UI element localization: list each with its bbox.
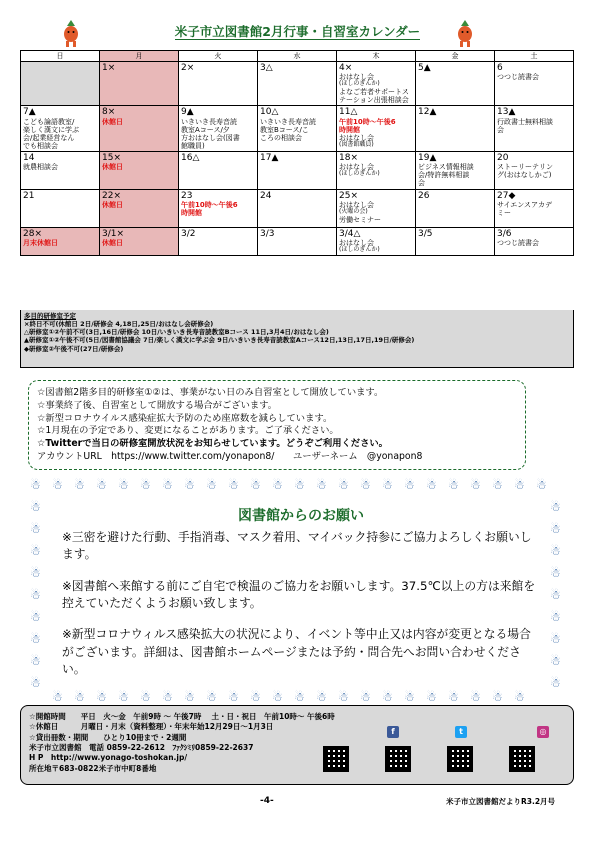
calendar-day-cell [179,106,258,152]
calendar-day-cell [495,189,574,227]
info-line: ☆1月現在の予定であり、変更になることがあります。ご了承ください。 [37,425,339,437]
note-line: ◆研修室②午後不可(27日/研修会) [24,344,124,353]
contact-phone: 米子市立図書館 電話 0859-22-2612 ﾌｧｸｼﾐﾘ0859-22-2637 [29,743,254,753]
snowman-icon: ☃ [426,478,437,492]
note-line: △研修室①②午前不可(3日,16日/研修会 10日/いきいき長寿音読教室Bコース 11日,3月4日/おはなし会) [24,328,329,337]
request-section [62,505,540,695]
snowman-icon: ☃ [118,478,129,492]
snowman-icon: ☃ [96,690,107,704]
calendar-day-cell [100,106,179,152]
event-text: ストーリーテリン [497,163,553,172]
calendar-day-cell [100,62,179,106]
page-title: 米子市立図書館2月行事・自習室カレンダー [174,24,421,39]
day-number: 13▲ [497,107,516,118]
calendar-day-cell [416,189,495,227]
snowman-icon: ☃ [550,522,561,536]
calendar-day-cell [495,106,574,152]
calendar-day-cell [179,151,258,189]
day-number: 28× [23,228,42,239]
calendar-day-cell [416,151,495,189]
snowman-icon: ☃ [228,690,239,704]
day-header: 火 [179,51,258,62]
request-paragraph: ※新型コロナウィルス感染拡大の状況により、イベント等中止又は内容が変更となる場合がございます。詳細は、図書館ホームページまたは予約・問合先へお問い合わせください。 [62,627,531,676]
snowman-icon: ☃ [96,478,107,492]
calendar-day-cell [21,227,100,255]
day-number: 22× [102,190,121,201]
note-line: ▲研修室①②午後不可(5日/図書館協議会 7日/楽しく漢文に学ぶ会 9日/いきいき長寿音読教室Aコース12日,13日,17日,19日/研修会) [24,336,415,345]
request-paragraph: ※三密を避けた行動、手指消毒、マスク着用、マイバック持参にご協力よろしくお願いします。 [62,530,532,562]
event-text: 会/特許無料相談 [418,171,470,180]
day-number: 14 [23,152,35,163]
day-header: 金 [416,51,495,62]
day-number: 20 [497,152,509,163]
calendar-day-cell [495,151,574,189]
qr-code-icon[interactable] [447,746,473,772]
snowman-icon: ☃ [470,690,481,704]
event-text: おはなし会 [339,133,374,142]
event-text: 楽しく漢文に学ぶ [23,125,79,134]
snowman-icon: ☃ [250,478,261,492]
opening-hours: ☆開館時間 平日 火～金 午前9時 ～ 午後7時 土・日・祝日 午前10時～ 午後6時 [29,712,335,721]
snowman-icon: ☃ [550,676,561,690]
snowman-icon: ☃ [250,690,261,704]
snowman-icon: ☃ [514,478,525,492]
snowman-icon: ☃ [492,478,503,492]
twitter-account-line[interactable]: アカウントURL https://www.twitter.com/yonapon8/ ユーザーネーム @yonapon8 [37,451,423,463]
qr-code-icon[interactable] [323,746,349,772]
snowman-icon: ☃ [74,478,85,492]
snowman-icon: ☃ [74,690,85,704]
calendar-day-cell [179,189,258,227]
day-number: 18× [339,152,358,163]
event-text: ころの相談会 [260,133,302,142]
calendar-week-row [21,227,574,255]
calendar-day-cell [495,227,574,255]
request-title: 図書館からのお願い [238,508,364,524]
calendar-day-cell [495,62,574,106]
info-line: ☆事業終了後、自習室として開放する場合がございます。 [37,399,278,411]
event-text: 休館日 [102,239,123,248]
calendar-day-cell [337,151,416,189]
calendar-day-cell [258,106,337,152]
event-text: 会 [418,179,425,188]
room-schedule-notes [20,310,574,368]
calendar-day-cell [21,106,100,152]
day-number: 3/3 [260,228,275,239]
snowman-icon: ☃ [316,478,327,492]
event-text: 会 [497,125,504,134]
event-text: (ほしのぎんか) [339,170,380,178]
event-text: 時開館 [339,125,360,134]
day-number: 6 [497,63,503,73]
calendar-day-cell [258,151,337,189]
calendar-day-cell [258,189,337,227]
snowman-icon: ☃ [550,610,561,624]
calendar-day-cell [337,189,416,227]
day-number: 17▲ [260,152,279,163]
day-number: 7▲ [23,107,36,118]
day-number: 19▲ [418,152,437,163]
event-text: よなご若者サポートス [339,88,409,97]
snowman-icon: ☃ [426,690,437,704]
snowman-icon: ☃ [550,500,561,514]
calendar-week-row [21,106,574,152]
snowman-icon: ☃ [316,690,327,704]
snowman-icon: ☃ [30,544,41,558]
calendar-day-cell [21,189,100,227]
day-number: 3/6 [497,228,512,239]
snowman-icon: ☃ [184,478,195,492]
day-number: 15× [102,152,121,163]
event-text: ビジネス情報相談 [418,163,474,172]
event-text: 午前10時～午後6 [181,201,238,210]
snowman-icon: ☃ [382,690,393,704]
day-header: 木 [337,51,416,62]
snowman-icon: ☃ [30,478,41,492]
snowman-icon: ☃ [404,478,415,492]
snowman-icon: ☃ [162,690,173,704]
day-number: 3/2 [181,228,196,239]
info-line: ☆図書館2階多目的研修室①②は、事業がない日のみ自習室として開放しています。 [37,387,384,398]
snowman-icon: ☃ [448,478,459,492]
event-text: 休館日 [102,163,123,172]
twitter-icon[interactable]: t [455,726,467,738]
day-header: 日 [21,51,100,62]
event-text: 行政書士無料相談 [497,117,553,126]
snowman-icon: ☃ [550,566,561,580]
calendar-week-row [21,189,574,227]
event-text: グ(おはなしかご) [497,171,552,180]
event-text: サイエンスアカデ [497,201,552,210]
snowman-icon: ☃ [360,478,371,492]
event-text: (ほしのぎんか) [339,246,380,254]
day-number: 11△ [339,107,358,118]
snowman-icon: ☃ [30,522,41,536]
info-line: ☆Twitterで当日の研修室開放状況をお知らせしています。どうぞご利用ください。 [37,438,388,450]
calendar-day-cell [416,227,495,255]
event-text: 月末休館日 [23,239,58,248]
snowman-icon: ☃ [550,654,561,668]
snowman-icon: ☃ [52,690,63,704]
day-number: 3/1× [102,228,125,239]
event-text: おはなし会 [339,73,374,82]
address: 所在地〒683-0822米子市中町8番地 [29,763,157,773]
event-text: ミー [497,209,511,218]
study-room-info [28,380,526,470]
event-text: おはなし会 [339,163,374,172]
page-number: -4- [260,796,274,806]
homepage-link[interactable]: H P http://www.yonago-toshokan.jp/ [29,753,188,763]
info-line: ☆新型コロナウイルス感染症拡大予防のため座席数を減らしています。 [37,412,333,424]
event-text: (図書館職員) [339,140,374,148]
snowman-icon: ☃ [30,500,41,514]
day-number: 4× [339,63,353,73]
snowman-icon: ☃ [492,690,503,704]
snowman-icon: ☃ [30,588,41,602]
publication-name: 米子市立図書館だよりR3.2月号 [446,797,556,806]
event-text: 労働セミナー [339,216,381,225]
snowman-icon: ☃ [550,588,561,602]
qr-code-icon[interactable] [509,746,535,772]
calendar-day-cell [337,227,416,255]
day-number: 3/4△ [339,228,361,239]
loan-limits: ☆貸出冊数・期間 ひとり10冊まで・2週間 [29,732,187,742]
day-number: 21 [23,190,35,201]
calendar-day-cell [416,62,495,106]
day-header: 月 [100,51,179,62]
calendar-day-cell [179,227,258,255]
closed-days: ☆休館日 月曜日・月末（資料整理）・年末年始12月29日～1月3日 [29,722,274,732]
event-text: 休館日 [102,201,123,210]
snowman-icon: ☃ [52,478,63,492]
day-number: 26 [418,190,430,201]
snowman-icon: ☃ [294,478,305,492]
snowman-icon: ☃ [140,690,151,704]
calendar-day-cell [100,189,179,227]
day-number: 25× [339,190,358,201]
snowman-icon: ☃ [470,478,481,492]
day-number: 2× [181,63,195,73]
snowman-icon: ☃ [118,690,129,704]
calendar-day-cell [100,227,179,255]
snowman-icon: ☃ [30,632,41,646]
day-number: 16△ [181,152,200,163]
facebook-icon[interactable]: f [387,726,399,738]
snowman-icon: ☃ [140,478,151,492]
calendar-day-cell [258,227,337,255]
qr-codes [323,724,563,772]
event-text: 教室Bコース/こ [260,125,309,134]
event-text: 館職員) [181,141,205,150]
event-text: 時開館 [181,209,202,218]
snowman-icon: ☃ [338,478,349,492]
day-number: 3△ [260,63,273,73]
calendar-day-cell [179,62,258,106]
snowman-icon: ☃ [206,478,217,492]
snowman-icon: ☃ [272,690,283,704]
snowman-icon: ☃ [382,478,393,492]
snowman-icon: ☃ [206,690,217,704]
day-number: 5▲ [418,63,431,73]
event-text: いきいき長寿音読 [260,117,316,126]
event-text: (火曜の会) [339,208,368,216]
snowman-icon: ☃ [272,478,283,492]
calendar-day-cell [337,62,416,106]
event-text: テーション出張相談会 [339,96,409,105]
snowman-icon: ☃ [448,690,459,704]
snowman-icon: ☃ [294,690,305,704]
request-paragraph: ※図書館へ来館する前にご自宅で検温のご協力をお願いします。37.5℃以上の方は来館を控えていただくようお願い致します。 [62,578,536,610]
snowman-icon: ☃ [550,632,561,646]
snowman-icon: ☃ [514,690,525,704]
event-text: 休館日 [102,117,123,126]
calendar-day-cell [21,62,100,106]
calendar-day-cell [100,151,179,189]
event-text: 教室Aコース/夕 [181,125,230,134]
calendar-day-cell [416,106,495,152]
instagram-icon[interactable]: ◎ [537,726,549,738]
snowman-icon: ☃ [162,478,173,492]
day-header: 土 [495,51,574,62]
snowman-icon: ☃ [536,478,547,492]
event-text: つつじ読書会 [497,73,539,82]
day-number: 8× [102,107,116,118]
event-text: 就農相談会 [23,163,58,172]
snowman-icon: ☃ [404,690,415,704]
event-text: でも相談会 [23,141,58,150]
snowman-icon: ☃ [184,690,195,704]
snowman-icon: ☃ [360,690,371,704]
qr-code-icon[interactable] [385,746,411,772]
event-text: こども論語教室/ [23,117,75,126]
library-info-footer [20,705,574,785]
day-number: 27◆ [497,190,516,201]
note-line: ×終日不可(休館日 2日/研修会 4,18日,25日/おはなし会研修会) [24,320,214,329]
snowman-icon: ☃ [30,676,41,690]
snowman-icon: ☃ [30,610,41,624]
event-text: おはなし会 [339,201,374,210]
event-text: いきいき長寿音読 [181,117,237,126]
day-header: 水 [258,51,337,62]
day-number: 1× [102,63,116,73]
calendar-day-cell [21,151,100,189]
event-text: おはなし会 [339,239,374,248]
calendar-header-row [21,51,574,62]
snowman-icon: ☃ [228,478,239,492]
event-text: 会/起業経営なん [23,133,75,142]
calendar-table [20,50,574,256]
event-text: 方おはなし会(図書 [181,133,240,142]
snowman-icon: ☃ [30,654,41,668]
snowman-icon: ☃ [30,566,41,580]
day-number: 23 [181,190,193,201]
event-text: (ほしのぎんか) [339,80,380,88]
day-number: 12▲ [418,107,437,118]
event-text: つつじ読書会 [497,239,539,248]
day-number: 9▲ [181,107,194,118]
day-number: 10△ [260,107,279,118]
event-text: 午前10時～午後6 [339,117,396,126]
calendar-day-cell [337,106,416,152]
snowman-icon: ☃ [338,690,349,704]
calendar-week-row [21,151,574,189]
snowman-icon: ☃ [550,544,561,558]
calendar-week-row [21,62,574,106]
day-number: 3/5 [418,228,433,239]
calendar-day-cell [258,62,337,106]
day-number: 24 [260,190,272,201]
notes-heading: 多目的研修室予定 [24,312,76,320]
